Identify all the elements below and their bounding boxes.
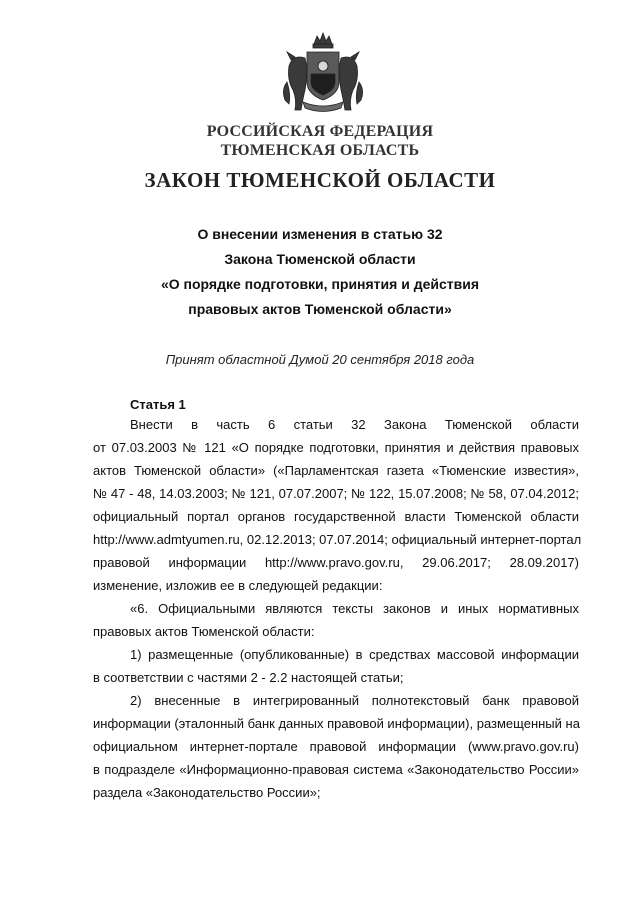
body-line: «6. Официальными являются тексты законов и иных нормативных [130, 601, 579, 616]
body-line: в соответствии с частями 2 - 2.2 настоящей статьи; [93, 670, 404, 685]
title-line: правовых актов Тюменской области» [188, 301, 452, 317]
body-line: Внести в часть 6 статьи 32 Закона Тюменской области [130, 417, 579, 432]
body-line: изменение, изложив ее в следующей редакции: [93, 578, 383, 593]
body-line: 1) размещенные (опубликованные) в средствах массовой информации [130, 647, 579, 662]
body-line: в подразделе «Информационно-правовая система «Законодательство России» [93, 762, 579, 777]
body-line: правовых актов Тюменской области: [93, 624, 315, 639]
article-heading: Статья 1 [130, 397, 186, 412]
body-line: актов Тюменской области» («Парламентская газета «Тюменские известия», [93, 463, 579, 478]
body-line: правовой информации http://www.pravo.gov.ru, 29.06.2017; 28.09.2017) [93, 555, 579, 570]
region-heading: ТЮМЕНСКАЯ ОБЛАСТЬ [220, 142, 420, 159]
document-type-heading: ЗАКОН ТЮМЕНСКОЙ ОБЛАСТИ [144, 168, 496, 192]
body-line: информации (эталонный банк данных правовой информации), размещенный на [93, 716, 580, 731]
body-line: официальном интернет-портале правовой информации (www.pravo.gov.ru) [93, 739, 579, 754]
adoption-note: Принят областной Думой 20 сентября 2018 года [165, 352, 475, 367]
body-line: официальный портал органов государственной власти Тюменской области [93, 509, 579, 524]
title-line: О внесении изменения в статью 32 [197, 226, 443, 242]
body-line: № 47 - 48, 14.03.2003; № 121, 07.07.2007; № 122, 15.07.2008; № 58, 07.04.2012; [93, 486, 579, 501]
body-line: от 07.03.2003 № 121 «О порядке подготовки, принятия и действия правовых [93, 440, 579, 455]
title-line: «О порядке подготовки, принятия и действия [160, 276, 480, 292]
body-line: раздела «Законодательство России»; [93, 785, 321, 800]
country-heading: РОССИЙСКАЯ ФЕДЕРАЦИЯ [206, 123, 434, 140]
coat-of-arms-icon [281, 30, 365, 118]
body-line: http://www.admtyumen.ru, 02.12.2013; 07.07.2014; официальный интернет-портал [93, 532, 582, 547]
title-line: Закона Тюменской области [224, 251, 416, 267]
body-line: 2) внесенные в интегрированный полнотекстовый банк правовой [130, 693, 579, 708]
